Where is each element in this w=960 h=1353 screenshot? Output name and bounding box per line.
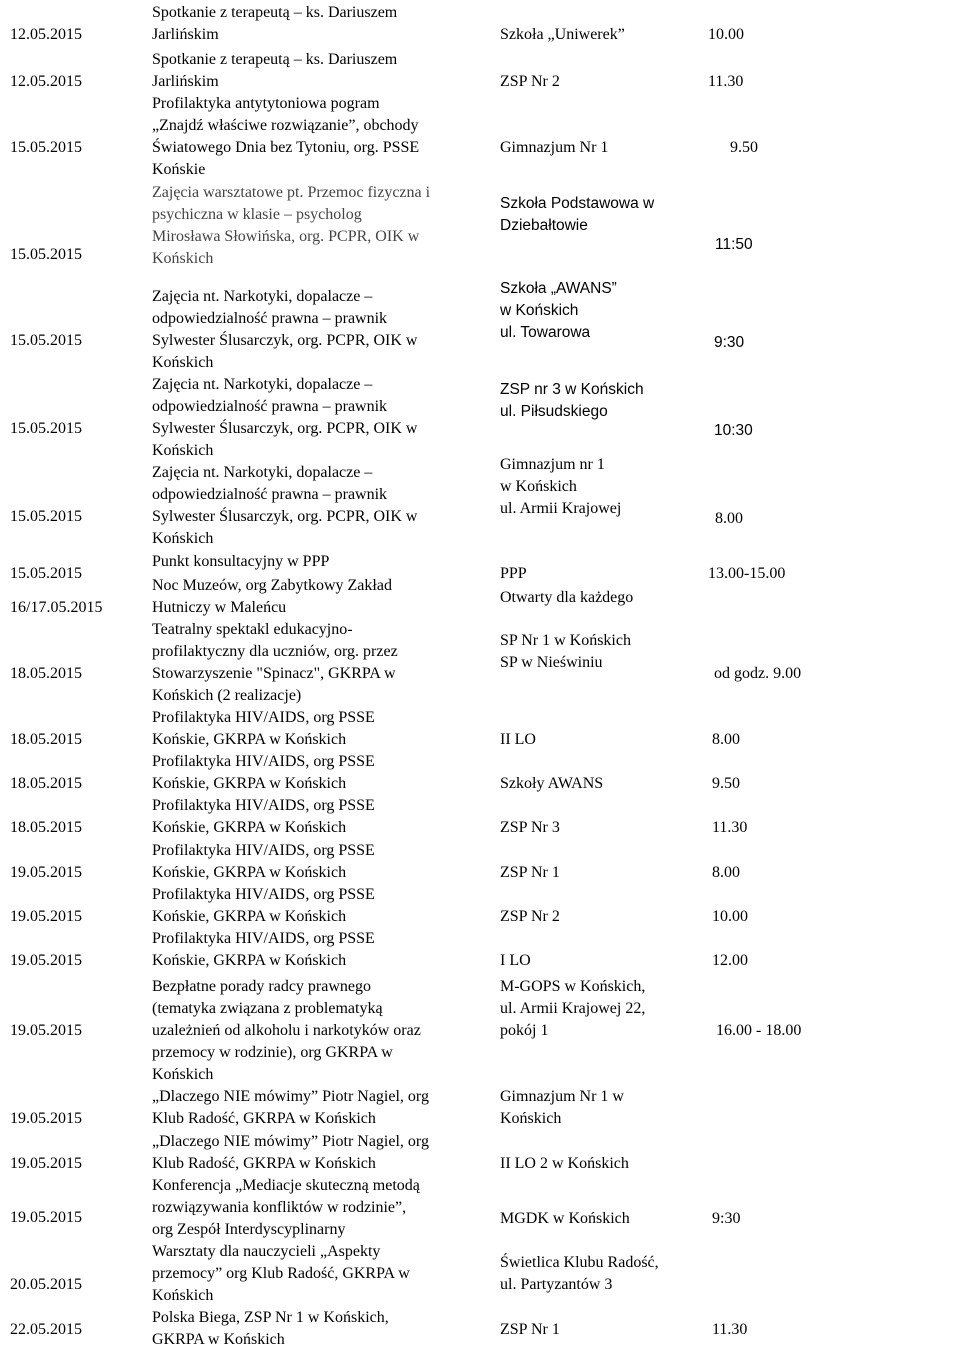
row-event-line: Spotkanie z terapeutą – ks. Dariuszem bbox=[152, 4, 398, 21]
row-date: 15.05.2015 bbox=[10, 332, 82, 349]
row-place-line: ZSP Nr 2 bbox=[500, 73, 560, 90]
row-event-line: Profilaktyka HIV/AIDS, org PSSE bbox=[152, 842, 375, 859]
row-date: 12.05.2015 bbox=[10, 26, 82, 43]
row-event-line: Warsztaty dla nauczycieli „Aspekty bbox=[152, 1243, 381, 1260]
row-event-line: Mirosława Słowińska, org. PCPR, OIK w bbox=[152, 228, 420, 245]
row-event-line: Końskich bbox=[152, 442, 214, 459]
row-place-line: MGDK w Końskich bbox=[500, 1210, 630, 1227]
row-event-line: Bezpłatne porady radcy prawnego bbox=[152, 978, 372, 995]
row-event-line: Polska Biega, ZSP Nr 1 w Końskich, bbox=[152, 1309, 389, 1326]
row-event-line: przemocy w rodzinie), org GKRPA w bbox=[152, 1044, 393, 1061]
row-place-line: Otwarty dla każdego bbox=[500, 589, 634, 606]
row-event-line: Profilaktyka HIV/AIDS, org PSSE bbox=[152, 930, 375, 947]
row-event-line: Profilaktyka HIV/AIDS, org PSSE bbox=[152, 886, 375, 903]
row-date: 15.05.2015 bbox=[10, 246, 82, 263]
row-event-line: Spotkanie z terapeutą – ks. Dariuszem bbox=[152, 51, 398, 68]
row-time: 11.30 bbox=[708, 73, 744, 90]
row-time: 9:30 bbox=[712, 1210, 741, 1227]
row-time: 11:50 bbox=[715, 236, 753, 253]
row-event-line: profilaktyczny dla uczniów, org. przez bbox=[152, 643, 398, 660]
row-date: 18.05.2015 bbox=[10, 665, 82, 682]
row-event-line: Końskich bbox=[152, 354, 214, 371]
row-place-line: ZSP Nr 1 bbox=[500, 1321, 560, 1338]
row-event-line: Zajęcia warsztatowe pt. Przemoc fizyczna i bbox=[152, 184, 431, 201]
row-event-line: Profilaktyka HIV/AIDS, org PSSE bbox=[152, 797, 375, 814]
row-event-line: org Zespół Interdyscyplinarny bbox=[152, 1221, 346, 1238]
row-date: 19.05.2015 bbox=[10, 864, 82, 881]
row-date: 18.05.2015 bbox=[10, 819, 82, 836]
row-place-line: ul. Armii Krajowej 22, bbox=[500, 1000, 646, 1017]
row-place-line: SP Nr 1 w Końskich bbox=[500, 632, 631, 649]
row-place-line: M-GOPS w Końskich, bbox=[500, 978, 646, 995]
row-event-line: Końskich bbox=[152, 1287, 214, 1304]
row-date: 19.05.2015 bbox=[10, 1110, 82, 1127]
row-event-line: Sylwester Ślusarczyk, org. PCPR, OIK w bbox=[152, 508, 418, 525]
row-date: 19.05.2015 bbox=[10, 1155, 82, 1172]
row-time: od godz. 9.00 bbox=[714, 665, 802, 682]
row-event-line: „Znajdź właściwe rozwiązanie”, obchody bbox=[152, 117, 419, 134]
row-event-line: Sylwester Ślusarczyk, org. PCPR, OIK w bbox=[152, 420, 418, 437]
row-event-line: Końskich bbox=[152, 530, 214, 547]
row-event-line: Zajęcia nt. Narkotyki, dopalacze – bbox=[152, 464, 373, 481]
row-place-line: I LO bbox=[500, 952, 531, 969]
row-event-line: Hutniczy w Maleńcu bbox=[152, 599, 287, 616]
row-event-line: Końskie, GKRPA w Końskich bbox=[152, 952, 347, 969]
row-place-line: ul. Towarowa bbox=[500, 324, 591, 341]
row-time: 8.00 bbox=[712, 731, 740, 748]
row-event-line: Stowarzyszenie "Spinacz", GKRPA w bbox=[152, 665, 396, 682]
row-event-line: odpowiedzialność prawna – prawnik bbox=[152, 310, 388, 327]
row-place-line: pokój 1 bbox=[500, 1022, 549, 1039]
row-event-line: Końskie, GKRPA w Końskich bbox=[152, 864, 347, 881]
row-time: 10.00 bbox=[712, 908, 748, 925]
row-place-line: II LO 2 w Końskich bbox=[500, 1155, 629, 1172]
row-time: 8.00 bbox=[712, 864, 740, 881]
row-place-line: ul. Armii Krajowej bbox=[500, 500, 622, 517]
row-event-line: Końskie, GKRPA w Końskich bbox=[152, 819, 347, 836]
row-time: 11.30 bbox=[712, 1321, 748, 1338]
row-event-line: Końskie, GKRPA w Końskich bbox=[152, 908, 347, 925]
row-date: 12.05.2015 bbox=[10, 73, 82, 90]
row-time: 8.00 bbox=[715, 510, 743, 527]
row-place-line: Szkoła „AWANS” bbox=[500, 280, 617, 297]
row-date: 16/17.05.2015 bbox=[10, 599, 103, 616]
row-time: 11.30 bbox=[712, 819, 748, 836]
row-event-line: Profilaktyka antytytoniowa pogram bbox=[152, 95, 380, 112]
row-event-line: odpowiedzialność prawna – prawnik bbox=[152, 398, 388, 415]
row-event-line: „Dlaczego NIE mówimy” Piotr Nagiel, org bbox=[152, 1088, 429, 1105]
row-place-line: ZSP Nr 3 bbox=[500, 819, 560, 836]
row-event-line: „Dlaczego NIE mówimy” Piotr Nagiel, org bbox=[152, 1133, 429, 1150]
row-place-line: Końskich bbox=[500, 1110, 562, 1127]
row-event-line: Klub Radość, GKRPA w Końskich bbox=[152, 1155, 376, 1172]
row-place-line: ZSP nr 3 w Końskich bbox=[500, 381, 644, 398]
row-date: 20.05.2015 bbox=[10, 1276, 82, 1293]
row-time: 13.00-15.00 bbox=[708, 565, 786, 582]
row-place-line: II LO bbox=[500, 731, 536, 748]
row-place-line: Gimnazjum nr 1 bbox=[500, 456, 605, 473]
row-place-line: ZSP Nr 1 bbox=[500, 864, 560, 881]
row-event-line: Końskie, GKRPA w Końskich bbox=[152, 731, 347, 748]
row-date: 15.05.2015 bbox=[10, 139, 82, 156]
row-place-line: w Końskich bbox=[500, 478, 577, 495]
row-date: 15.05.2015 bbox=[10, 420, 82, 437]
row-time: 9:30 bbox=[714, 334, 745, 351]
row-event-line: GKRPA w Końskich bbox=[152, 1331, 285, 1348]
row-event-line: Końskie bbox=[152, 161, 206, 178]
row-place-line: ul. Piłsudskiego bbox=[500, 403, 608, 420]
row-event-line: Teatralny spektakl edukacyjno- bbox=[152, 621, 353, 638]
row-date: 19.05.2015 bbox=[10, 1209, 82, 1226]
row-place-line: Szkoła „Uniwerek” bbox=[500, 26, 625, 43]
row-place-line: ZSP Nr 2 bbox=[500, 908, 560, 925]
row-place-line: SP w Nieświniu bbox=[500, 654, 603, 671]
row-place-line: Szkoła Podstawowa w bbox=[500, 195, 655, 212]
row-date: 18.05.2015 bbox=[10, 731, 82, 748]
row-date: 19.05.2015 bbox=[10, 908, 82, 925]
row-event-line: odpowiedzialność prawna – prawnik bbox=[152, 486, 388, 503]
row-time: 16.00 - 18.00 bbox=[716, 1022, 802, 1039]
row-event-line: Profilaktyka HIV/AIDS, org PSSE bbox=[152, 709, 375, 726]
row-event-line: Jarlińskim bbox=[152, 73, 219, 90]
row-place-line: Szkoły AWANS bbox=[500, 775, 604, 792]
row-event-line: (tematyka związana z problematyką bbox=[152, 1000, 383, 1017]
row-event-line: Profilaktyka HIV/AIDS, org PSSE bbox=[152, 753, 375, 770]
row-date: 19.05.2015 bbox=[10, 952, 82, 969]
row-date: 18.05.2015 bbox=[10, 775, 82, 792]
row-event-line: Jarlińskim bbox=[152, 26, 219, 43]
row-time: 10:30 bbox=[714, 422, 753, 439]
row-date: 19.05.2015 bbox=[10, 1022, 82, 1039]
row-event-line: Końskich (2 realizacje) bbox=[152, 687, 302, 704]
row-time: 9.50 bbox=[712, 775, 740, 792]
row-place-line: ul. Partyzantów 3 bbox=[500, 1276, 613, 1293]
row-date: 15.05.2015 bbox=[10, 565, 82, 582]
row-event-line: Światowego Dnia bez Tytoniu, org. PSSE bbox=[152, 139, 420, 156]
row-time: 10.00 bbox=[708, 26, 744, 43]
row-event-line: Końskich bbox=[152, 250, 214, 267]
row-date: 22.05.2015 bbox=[10, 1321, 82, 1338]
row-event-line: rozwiązywania konfliktów w rodzinie”, bbox=[152, 1199, 407, 1216]
row-place-line: w Końskich bbox=[500, 302, 579, 319]
row-event-line: Noc Muzeów, org Zabytkowy Zakład bbox=[152, 577, 392, 594]
row-place-line: Gimnazjum Nr 1 bbox=[500, 139, 609, 156]
row-event-line: Zajęcia nt. Narkotyki, dopalacze – bbox=[152, 288, 373, 305]
row-event-line: Konferencja „Mediacje skuteczną metodą bbox=[152, 1177, 420, 1194]
row-event-line: Zajęcia nt. Narkotyki, dopalacze – bbox=[152, 376, 373, 393]
row-event-line: przemocy” org Klub Radość, GKRPA w bbox=[152, 1265, 410, 1282]
row-event-line: Punkt konsultacyjny w PPP bbox=[152, 553, 330, 570]
row-event-line: psychiczna w klasie – psycholog bbox=[152, 206, 362, 223]
row-place-line: Świetlica Klubu Radość, bbox=[500, 1254, 659, 1271]
row-event-line: Końskich bbox=[152, 1066, 214, 1083]
row-time: 9.50 bbox=[730, 139, 758, 156]
row-place-line: Dziebałtowie bbox=[500, 217, 588, 234]
row-event-line: Końskie, GKRPA w Końskich bbox=[152, 775, 347, 792]
row-event-line: Sylwester Ślusarczyk, org. PCPR, OIK w bbox=[152, 332, 418, 349]
row-event-line: Klub Radość, GKRPA w Końskich bbox=[152, 1110, 376, 1127]
row-date: 15.05.2015 bbox=[10, 508, 82, 525]
row-place-line: Gimnazjum Nr 1 w bbox=[500, 1088, 624, 1105]
row-event-line: uzależnień od alkoholu i narkotyków oraz bbox=[152, 1022, 421, 1039]
row-time: 12.00 bbox=[712, 952, 748, 969]
row-place-line: PPP bbox=[500, 565, 527, 582]
